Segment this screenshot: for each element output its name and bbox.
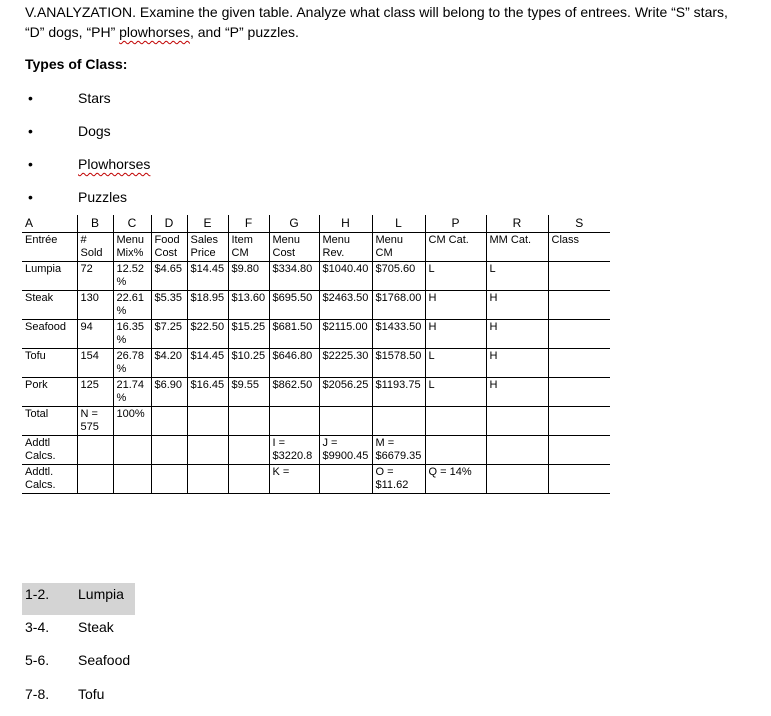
table-cell: $1040.40 — [319, 262, 372, 291]
answer-entree: Tofu — [78, 686, 105, 702]
table-cell: Sales Price — [187, 233, 228, 262]
table-cell: G — [269, 215, 319, 233]
answer-number: 1-2. — [25, 586, 50, 602]
table-cell — [187, 465, 228, 494]
table-cell: H — [486, 320, 548, 349]
table-cell: Addtl Calcs. — [22, 436, 77, 465]
table-cell: # Sold — [77, 233, 113, 262]
table-cell: $2115.00 — [319, 320, 372, 349]
table-cell: MM Cat. — [486, 233, 548, 262]
table-row — [22, 320, 610, 349]
table-cell — [548, 320, 610, 349]
class-label: Plowhorses — [78, 156, 151, 172]
table-cell: $5.35 — [151, 291, 187, 320]
table-cell: Q = 14% — [425, 465, 486, 494]
table-cell: $2056.25 — [319, 378, 372, 407]
table-cell: 72 — [77, 262, 113, 291]
table-cell — [319, 407, 372, 436]
table-row — [22, 262, 610, 291]
instructions-text-2: , and “P” puzzles. — [189, 24, 299, 40]
table-cell: H — [425, 291, 486, 320]
table-cell: H — [486, 291, 548, 320]
instructions-text-plowhorses: plowhorses — [119, 24, 190, 40]
table-cell — [548, 349, 610, 378]
class-label: Dogs — [78, 123, 111, 139]
table-cell: H — [486, 349, 548, 378]
table-cell — [372, 407, 425, 436]
table-cell — [548, 465, 610, 494]
table-cell — [548, 436, 610, 465]
table-cell: Total — [22, 407, 77, 436]
instructions-text-1: V.ANALYZATION. Examine the given table. Analyze what class will belong to the types of entrees. Write “S” stars, “D” dogs, “PH” — [25, 4, 728, 40]
table-cell: $2225.30 — [319, 349, 372, 378]
table-cell: 21.74 % — [113, 378, 151, 407]
table-cell: $4.20 — [151, 349, 187, 378]
table-cell — [151, 436, 187, 465]
table-cell: $2463.50 — [319, 291, 372, 320]
column-header-row — [22, 233, 610, 262]
table-cell: $7.25 — [151, 320, 187, 349]
table-cell: F — [228, 215, 269, 233]
table-cell — [77, 465, 113, 494]
bullet-icon: • — [28, 189, 33, 205]
table-cell — [187, 436, 228, 465]
table-cell: 26.78 % — [113, 349, 151, 378]
menu-engineering-table — [22, 215, 610, 494]
table-row — [22, 349, 610, 378]
table-cell: Menu Mix% — [113, 233, 151, 262]
bullet-icon: • — [28, 123, 33, 139]
table-row — [22, 407, 610, 436]
table-cell: 154 — [77, 349, 113, 378]
types-of-class-heading: Types of Class: — [25, 56, 128, 72]
table-cell: L — [486, 262, 548, 291]
answer-item-1 — [0, 578, 200, 610]
table-cell: $4.65 — [151, 262, 187, 291]
table-cell: L — [425, 262, 486, 291]
table-cell: 94 — [77, 320, 113, 349]
table-cell — [113, 465, 151, 494]
table-cell: N = 575 — [77, 407, 113, 436]
answer-number: 3-4. — [25, 619, 50, 635]
table-cell: 12.52 % — [113, 262, 151, 291]
bullet-icon: • — [28, 156, 33, 172]
table-cell: S — [548, 215, 610, 233]
table-cell: M = $6679.35 — [372, 436, 425, 465]
table-cell: $13.60 — [228, 291, 269, 320]
answer-entree: Steak — [78, 619, 114, 635]
table-cell: Menu Cost — [269, 233, 319, 262]
table-cell: $22.50 — [187, 320, 228, 349]
table-cell: O = $11.62 — [372, 465, 425, 494]
table-cell: Entrée — [22, 233, 77, 262]
table-cell — [77, 436, 113, 465]
table-cell: 100% — [113, 407, 151, 436]
table-row — [22, 378, 610, 407]
answer-number: 5-6. — [25, 652, 50, 668]
table-cell: $18.95 — [187, 291, 228, 320]
table-cell: 16.35 % — [113, 320, 151, 349]
table-row — [22, 465, 610, 494]
table-cell: L — [425, 349, 486, 378]
table-cell: 22.61 % — [113, 291, 151, 320]
table-cell — [187, 407, 228, 436]
table-cell: $646.80 — [269, 349, 319, 378]
table-cell: 130 — [77, 291, 113, 320]
table-cell: $1433.50 — [372, 320, 425, 349]
table-cell: D — [151, 215, 187, 233]
table-cell: $334.80 — [269, 262, 319, 291]
table-cell: I = $3220.8 — [269, 436, 319, 465]
table-row — [22, 436, 610, 465]
table-cell: Class — [548, 233, 610, 262]
table-cell: C — [113, 215, 151, 233]
table-cell: $862.50 — [269, 378, 319, 407]
table-cell — [319, 465, 372, 494]
table-cell: 125 — [77, 378, 113, 407]
table-cell: $10.25 — [228, 349, 269, 378]
table-cell — [269, 407, 319, 436]
table-cell — [228, 407, 269, 436]
table-cell: H — [425, 320, 486, 349]
answer-entree: Seafood — [78, 652, 131, 668]
table-cell: $705.60 — [372, 262, 425, 291]
answer-number: 7-8. — [25, 686, 50, 702]
table-cell: $1768.00 — [372, 291, 425, 320]
table-cell — [151, 465, 187, 494]
answer-item-3 — [0, 644, 200, 676]
table-cell — [113, 436, 151, 465]
class-label: Puzzles — [78, 189, 128, 205]
table-cell — [425, 436, 486, 465]
table-cell: Seafood — [22, 320, 77, 349]
bullet-icon: • — [28, 90, 33, 106]
table-cell: $14.45 — [187, 349, 228, 378]
table-cell: Menu Rev. — [319, 233, 372, 262]
table-cell: CM Cat. — [425, 233, 486, 262]
table-cell: $14.45 — [187, 262, 228, 291]
answer-item-4 — [0, 678, 200, 710]
table-row — [22, 291, 610, 320]
table-cell: Tofu — [22, 349, 77, 378]
table-cell — [548, 378, 610, 407]
table-cell: E — [187, 215, 228, 233]
answer-item-2 — [0, 611, 200, 643]
table-cell: $9.80 — [228, 262, 269, 291]
table-cell: $695.50 — [269, 291, 319, 320]
table-cell — [548, 291, 610, 320]
table-cell: K = — [269, 465, 319, 494]
table-cell: H — [319, 215, 372, 233]
table-cell: A — [22, 215, 77, 233]
table-cell: Lumpia — [22, 262, 77, 291]
instructions-paragraph — [25, 2, 745, 42]
table-cell — [486, 465, 548, 494]
table-cell: Steak — [22, 291, 77, 320]
table-cell: $1578.50 — [372, 349, 425, 378]
answer-entree: Lumpia — [78, 586, 124, 602]
table-cell: P — [425, 215, 486, 233]
table-cell — [228, 436, 269, 465]
table-cell: H — [486, 378, 548, 407]
table-cell: R — [486, 215, 548, 233]
table-cell: $1193.75 — [372, 378, 425, 407]
class-label: Stars — [78, 90, 111, 106]
table-cell: L — [425, 378, 486, 407]
table-cell: $9.55 — [228, 378, 269, 407]
table-cell: L — [372, 215, 425, 233]
table-cell — [425, 407, 486, 436]
table-cell: Item CM — [228, 233, 269, 262]
table-cell — [486, 436, 548, 465]
table-cell — [228, 465, 269, 494]
table-cell: Menu CM — [372, 233, 425, 262]
table-cell: $16.45 — [187, 378, 228, 407]
table-cell — [548, 262, 610, 291]
table-cell: J = $9900.45 — [319, 436, 372, 465]
table-cell: Pork — [22, 378, 77, 407]
table-cell — [486, 407, 548, 436]
table-cell: B — [77, 215, 113, 233]
table-cell: $6.90 — [151, 378, 187, 407]
table-cell: $681.50 — [269, 320, 319, 349]
table-cell: Food Cost — [151, 233, 187, 262]
table-cell — [151, 407, 187, 436]
column-letter-row — [22, 215, 610, 233]
table-cell: Addtl. Calcs. — [22, 465, 77, 494]
table-cell: $15.25 — [228, 320, 269, 349]
table-cell — [548, 407, 610, 436]
